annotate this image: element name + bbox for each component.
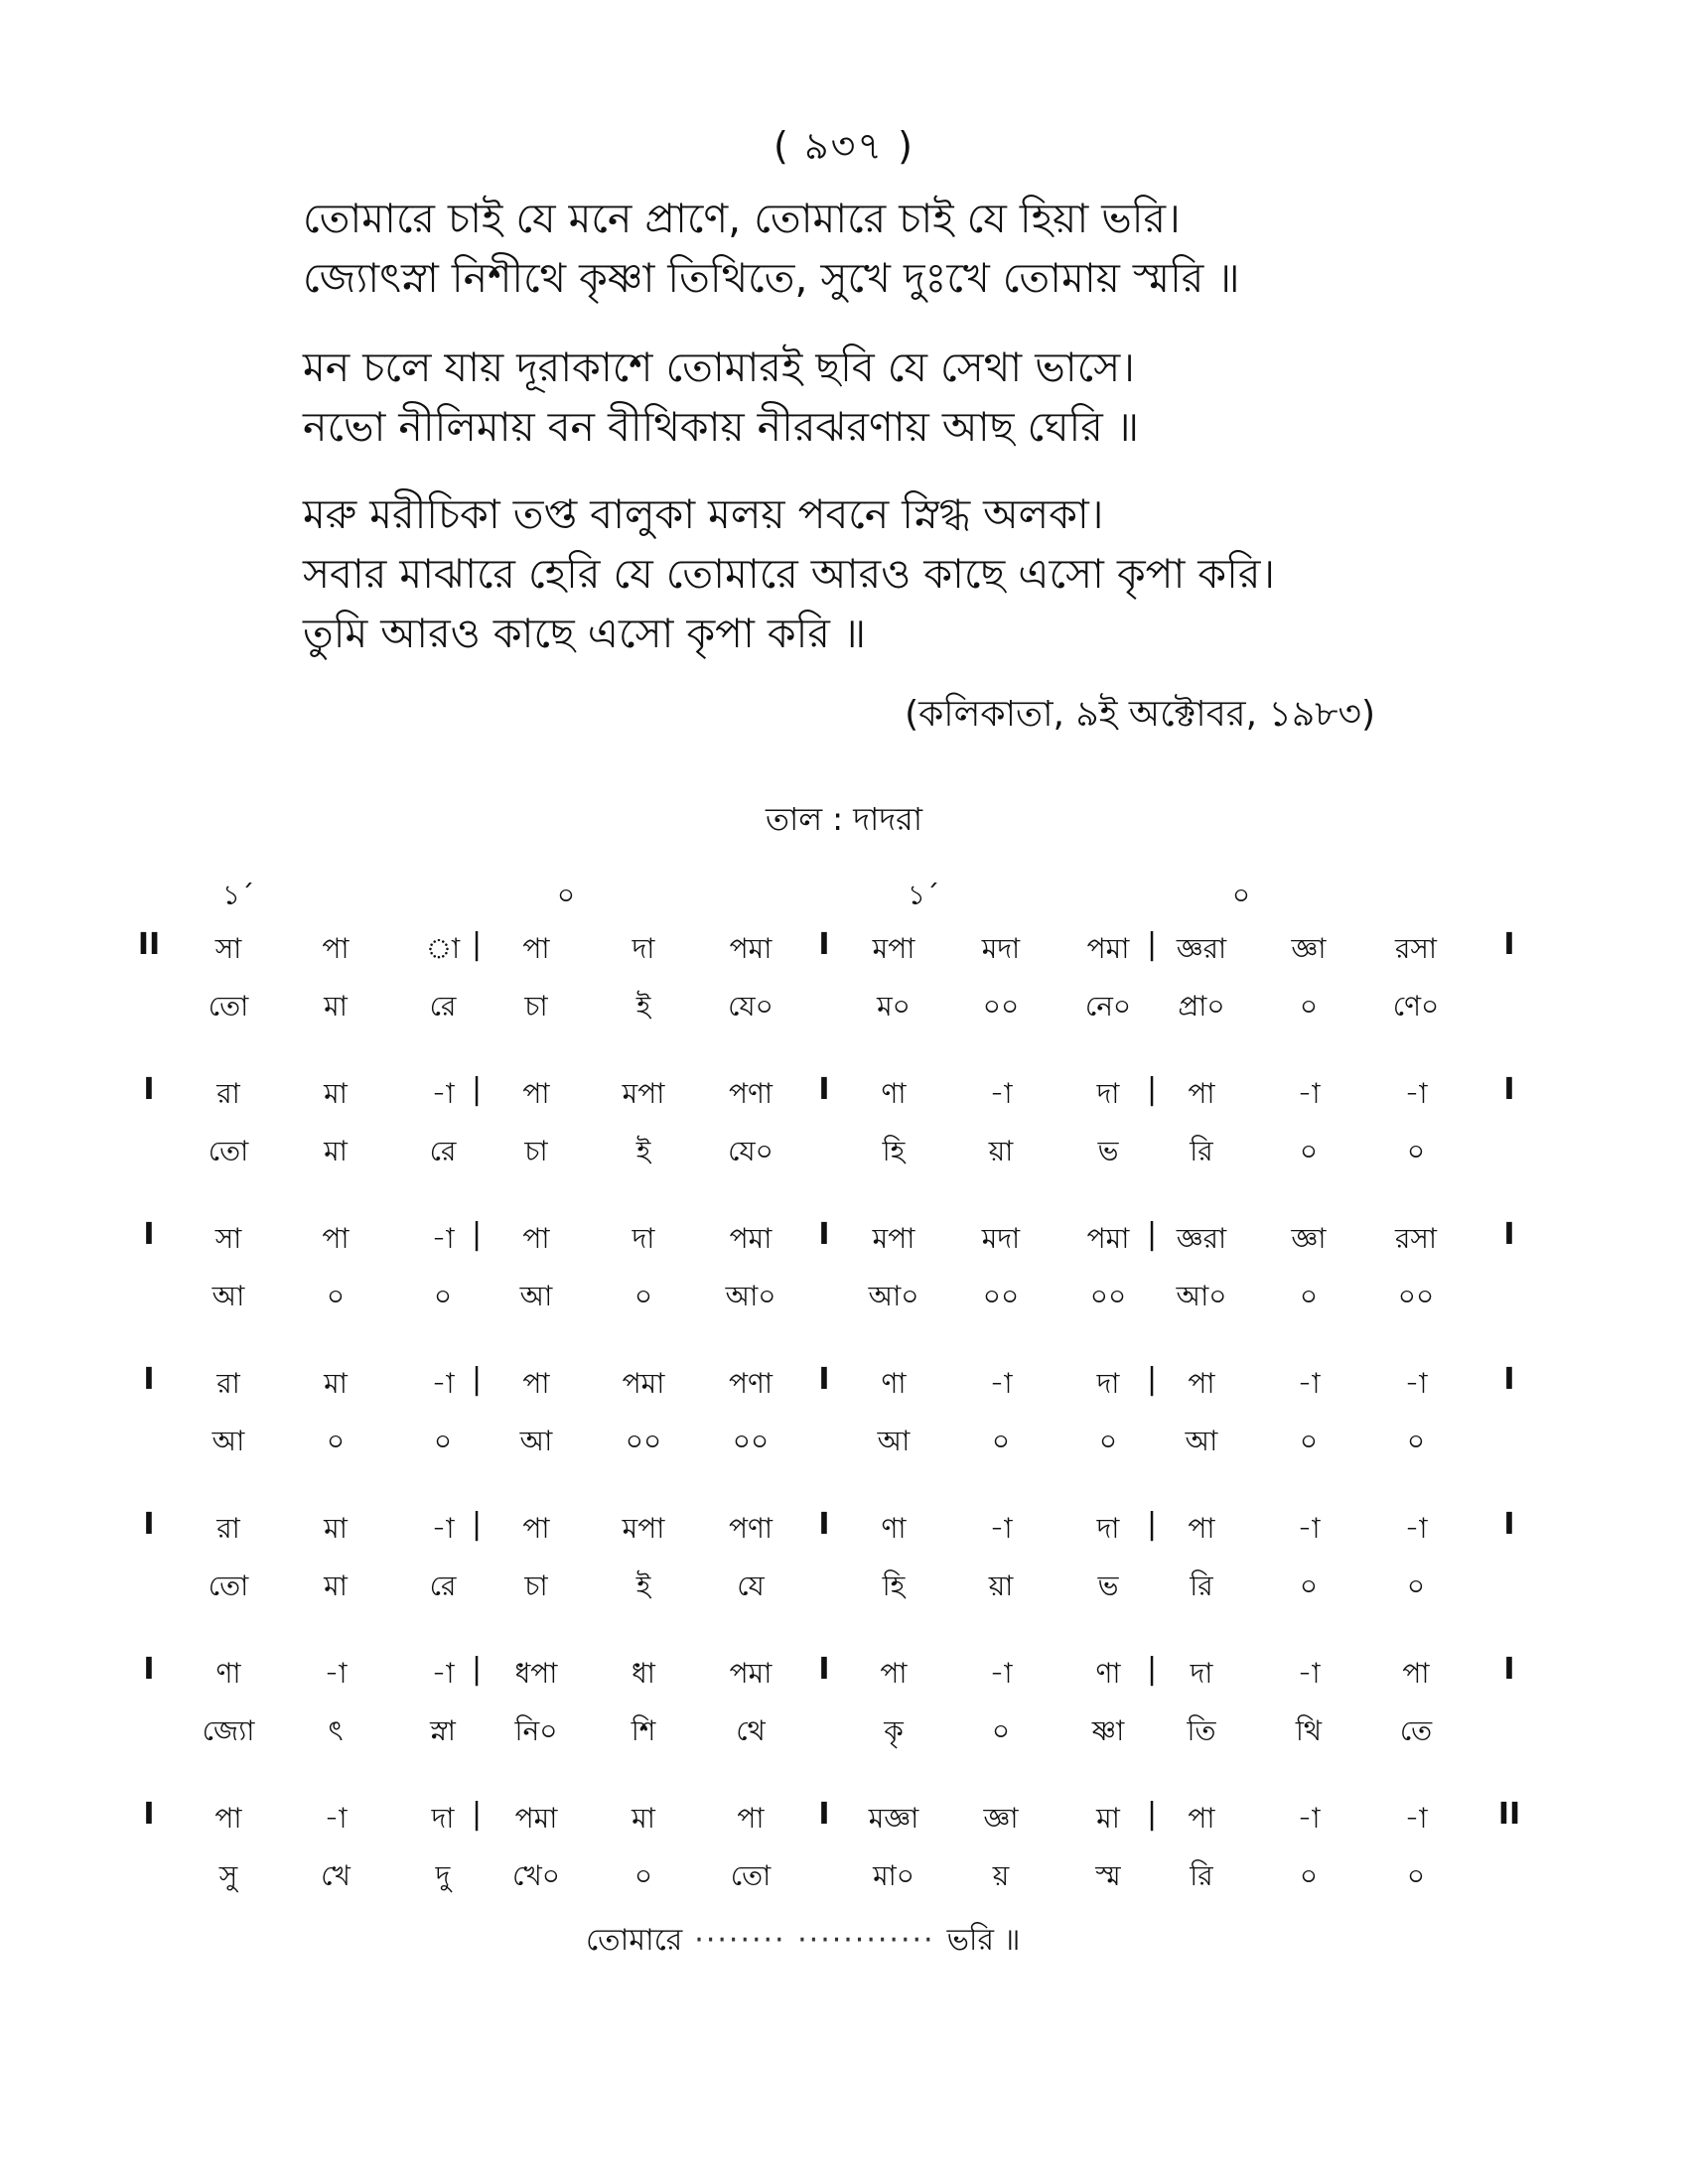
stanza-2 <box>303 338 1475 457</box>
note-cell: পা <box>1188 1367 1215 1400</box>
lyric-cell: কৃ <box>884 1714 904 1747</box>
lyric-cell: দু <box>435 1859 451 1892</box>
note-cell: -া <box>324 1802 348 1835</box>
note-cell: মা <box>324 1512 348 1545</box>
note-cell: পা <box>1188 1512 1215 1545</box>
note-cell: পা <box>322 1222 350 1255</box>
note-cell: ণা <box>215 1657 241 1690</box>
bar-line: | <box>1146 1217 1158 1252</box>
notation-block <box>137 927 1559 1042</box>
lyric-cell: তে <box>1399 1714 1433 1747</box>
note-cell: -া <box>1297 1802 1321 1835</box>
note-cell: -া <box>431 1657 455 1690</box>
bar-line: II <box>1497 1797 1521 1832</box>
beat-marks-row <box>149 874 1559 927</box>
bar-line: | <box>471 1362 483 1397</box>
note-cell: দা <box>1096 1367 1120 1400</box>
lyrics-row <box>149 1565 1559 1622</box>
bar-line: I <box>143 1217 155 1252</box>
lyric-cell: ই <box>635 990 651 1023</box>
lyric-cell: যে০ <box>728 990 774 1023</box>
note-cell: পমা <box>729 1657 773 1690</box>
lyric-cell: ষ্ণা <box>1091 1714 1125 1747</box>
bar-line: | <box>1146 1362 1158 1397</box>
lyric-cell: মা <box>324 990 348 1023</box>
lyric-cell: ০ <box>1406 1570 1426 1602</box>
note-cell: ণা <box>881 1367 907 1400</box>
bar-line: I <box>818 1507 830 1542</box>
bar-line: I <box>143 1072 155 1107</box>
lyric-cell: মা০ <box>873 1859 914 1892</box>
bar-line: I <box>1503 1652 1515 1687</box>
bar-line: I <box>818 927 830 962</box>
lyric-cell: রে <box>429 1570 457 1602</box>
dateline: (কলিকাতা, ৯ই অক্টোবর, ১৯৮৩) <box>905 694 1375 735</box>
lyric-cell: ০ <box>1299 1570 1319 1602</box>
verse-line: সবার মাঝারে হেরি যে তোমারে আরও কাছে এসো কৃপা করি। <box>303 550 1276 598</box>
lyric-cell: ০ <box>1299 990 1319 1023</box>
bar-line: | <box>1146 1652 1158 1687</box>
bar-line: | <box>471 1072 483 1107</box>
note-cell: মদা <box>981 1222 1021 1255</box>
note-cell: -া <box>431 1367 455 1400</box>
lyric-cell: য় <box>992 1859 1010 1892</box>
note-cell: ধপা <box>514 1657 558 1690</box>
bar-line: | <box>471 1507 483 1542</box>
notation-block <box>143 1507 1559 1622</box>
lyric-cell: যে <box>737 1570 765 1602</box>
lyric-cell: প্রা০ <box>1178 990 1225 1023</box>
lyric-cell: তো <box>208 990 249 1023</box>
lyric-cell: খে <box>321 1859 351 1892</box>
lyrics-row <box>149 1709 1559 1767</box>
lyric-cell: আ০ <box>1176 1280 1227 1312</box>
lyric-cell: যে০ <box>728 1135 774 1167</box>
note-cell: -া <box>989 1077 1013 1110</box>
lyric-cell: ০ <box>1406 1425 1426 1457</box>
lyric-cell: ০ <box>326 1280 346 1312</box>
lyric-cell: ০ <box>633 1859 653 1892</box>
note-cell: ণা <box>1095 1657 1121 1690</box>
note-cell: রা <box>216 1077 240 1110</box>
lyric-cell: ০ <box>326 1425 346 1457</box>
lyric-cell: ০ <box>1299 1425 1319 1457</box>
note-cell: -া <box>989 1367 1013 1400</box>
note-cell: জ্ঞা <box>1291 1222 1327 1255</box>
lyric-cell: ভ <box>1097 1135 1119 1167</box>
note-cell: পমা <box>1086 932 1130 965</box>
bar-line: II <box>137 927 161 962</box>
lyric-cell: নি০ <box>514 1714 558 1747</box>
note-cell: পণা <box>728 1512 774 1545</box>
beat-mark: ১´ <box>221 879 255 911</box>
lyric-cell: য়া <box>988 1135 1014 1167</box>
lyric-cell: ভ <box>1097 1570 1119 1602</box>
note-cell: -া <box>1297 1512 1321 1545</box>
notes-row <box>143 1217 1559 1275</box>
lyric-cell: ০ <box>433 1425 453 1457</box>
bar-line: | <box>471 927 483 962</box>
lyric-cell: আ০ <box>868 1280 919 1312</box>
note-cell: পমা <box>514 1802 558 1835</box>
note-cell: পমা <box>729 932 773 965</box>
note-cell: পমা <box>729 1222 773 1255</box>
lyric-cell: আ <box>211 1425 245 1457</box>
lyric-cell: হি <box>882 1135 906 1167</box>
note-cell: পণা <box>728 1367 774 1400</box>
note-cell: সা <box>214 1222 242 1255</box>
note-cell: -া <box>1404 1802 1428 1835</box>
lyric-cell: আ <box>211 1280 245 1312</box>
note-cell: পা <box>880 1657 908 1690</box>
lyrics-row <box>149 1130 1559 1187</box>
bar-line: | <box>1146 1797 1158 1832</box>
note-cell: ণা <box>881 1512 907 1545</box>
note-cell: পা <box>522 1077 550 1110</box>
lyric-cell: ই <box>635 1135 651 1167</box>
note-cell: মপা <box>872 1222 915 1255</box>
note-cell: রা <box>216 1512 240 1545</box>
note-cell: মদা <box>981 932 1021 965</box>
lyric-cell: ০ <box>1098 1425 1118 1457</box>
note-cell: রা <box>216 1367 240 1400</box>
notes-row <box>143 1652 1559 1709</box>
tala-heading: তাল : দাদরা <box>765 800 923 838</box>
note-cell: -া <box>989 1657 1013 1690</box>
repeat-end: ভরি ॥ <box>946 1923 1021 1958</box>
bar-line: | <box>471 1797 483 1832</box>
note-cell: পা <box>737 1802 765 1835</box>
lyric-cell: রে <box>429 1135 457 1167</box>
lyric-cell: ০ <box>991 1425 1011 1457</box>
note-cell: া <box>425 932 461 965</box>
bar-line: I <box>818 1072 830 1107</box>
lyric-cell: ০০ <box>982 1280 1020 1312</box>
bar-line: | <box>1146 1507 1158 1542</box>
lyric-cell: আ০ <box>725 1280 776 1312</box>
lyric-cell: ই <box>635 1570 651 1602</box>
bar-line: I <box>143 1507 155 1542</box>
lyric-cell: ০ <box>1406 1135 1426 1167</box>
bar-line: I <box>818 1362 830 1397</box>
lyric-cell: ০০ <box>1397 1280 1435 1312</box>
bar-line: I <box>143 1362 155 1397</box>
note-cell: পা <box>1402 1657 1430 1690</box>
lyric-cell: তো <box>208 1570 249 1602</box>
verse-line: জ্যোৎস্না নিশীথে কৃষ্ণা তিথিতে, সুখে দুঃখে তোমায় স্মরি ॥ <box>303 254 1240 302</box>
lyric-cell: শি <box>631 1714 656 1747</box>
verse-line: নভো নীলিমায় বন বীথিকায় নীরঝরণায় আছ ঘেরি ॥ <box>303 403 1140 451</box>
note-cell: পা <box>522 1367 550 1400</box>
lyric-cell: থি <box>1295 1714 1323 1747</box>
lyric-cell: ০ <box>991 1714 1011 1747</box>
note-cell: মা <box>324 1367 348 1400</box>
note-cell: -া <box>1404 1367 1428 1400</box>
notation-block <box>143 1362 1559 1477</box>
note-cell: -া <box>431 1512 455 1545</box>
note-cell: -া <box>1404 1512 1428 1545</box>
bar-line: I <box>143 1652 155 1687</box>
lyric-cell: খে০ <box>512 1859 560 1892</box>
lyric-cell: তি <box>1187 1714 1216 1747</box>
lyric-cell: আ <box>1185 1425 1218 1457</box>
lyric-cell: থে <box>736 1714 766 1747</box>
lyric-cell: ০ <box>1299 1859 1319 1892</box>
note-cell: -া <box>1297 1077 1321 1110</box>
note-cell: -া <box>431 1222 455 1255</box>
note-cell: জ্ঞা <box>1291 932 1327 965</box>
note-cell: পমা <box>622 1367 665 1400</box>
lyric-cell: মা <box>324 1570 348 1602</box>
bar-line: | <box>471 1652 483 1687</box>
lyric-cell: রি <box>1190 1570 1213 1602</box>
note-cell: জ্ঞরা <box>1176 1222 1227 1255</box>
lyric-cell: ০ <box>1406 1859 1426 1892</box>
lyric-cell: তো <box>730 1859 772 1892</box>
note-cell: ধা <box>632 1657 655 1690</box>
note-cell: পা <box>522 932 550 965</box>
lyric-cell: ম০ <box>877 990 911 1023</box>
lyric-cell: তো <box>208 1135 249 1167</box>
bar-line: | <box>1146 927 1158 962</box>
note-cell: মপা <box>622 1512 665 1545</box>
note-cell: মপা <box>622 1077 665 1110</box>
note-cell: পণা <box>728 1077 774 1110</box>
bar-line: I <box>818 1797 830 1832</box>
note-cell: পা <box>1188 1802 1215 1835</box>
stanza-1 <box>303 189 1475 308</box>
lyric-cell: আ <box>519 1280 553 1312</box>
note-cell: -া <box>431 1077 455 1110</box>
lyric-cell: ০ <box>1299 1135 1319 1167</box>
verse-line: তোমারে চাই যে মনে প্রাণে, তোমারে চাই যে হিয়া ভরি। <box>303 195 1181 242</box>
note-cell: জ্ঞা <box>983 1802 1019 1835</box>
lyric-cell: ০ <box>633 1280 653 1312</box>
lyric-cell: মা <box>324 1135 348 1167</box>
lyric-cell: চা <box>524 1135 548 1167</box>
repeat-dots: ········ ············ <box>694 1923 935 1958</box>
note-cell: মা <box>1096 1802 1120 1835</box>
bar-line: I <box>1503 1217 1515 1252</box>
note-cell: -া <box>1297 1367 1321 1400</box>
verse-line: মরু মরীচিকা তপ্ত বালুকা মলয় পবনে স্নিগ্ধ অলকা। <box>303 490 1104 538</box>
note-cell: পা <box>322 932 350 965</box>
lyric-cell: নে০ <box>1084 990 1132 1023</box>
note-cell: মজ্ঞা <box>868 1802 919 1835</box>
lyric-cell: চা <box>524 990 548 1023</box>
note-cell: দা <box>632 1222 655 1255</box>
lyrics-row <box>149 985 1559 1042</box>
beat-mark: ০ <box>1231 879 1251 911</box>
bar-line: I <box>1503 927 1515 962</box>
lyric-cell: সু <box>218 1859 238 1892</box>
bar-line: I <box>143 1797 155 1832</box>
lyric-cell: ণে০ <box>1392 990 1440 1023</box>
bar-line: I <box>1503 1362 1515 1397</box>
note-cell: -া <box>989 1512 1013 1545</box>
note-cell: দা <box>1190 1657 1213 1690</box>
bar-line: I <box>1503 1507 1515 1542</box>
lyric-cell: রে <box>429 990 457 1023</box>
repeat-instruction <box>586 1916 1021 1967</box>
lyric-cell: ০ <box>433 1280 453 1312</box>
note-cell: মা <box>632 1802 655 1835</box>
stanza-3 <box>303 484 1475 663</box>
lyric-cell: য়া <box>988 1570 1014 1602</box>
lyric-cell: রি <box>1190 1135 1213 1167</box>
note-cell: পা <box>522 1222 550 1255</box>
lyric-cell: স্ম <box>1095 1859 1121 1892</box>
note-cell: মপা <box>872 932 915 965</box>
note-cell: রসা <box>1394 932 1438 965</box>
notation-block <box>143 1797 1559 1912</box>
note-cell: রসা <box>1394 1222 1438 1255</box>
swaralipi-notation <box>137 874 1559 1942</box>
notes-row <box>137 927 1559 985</box>
notes-row <box>143 1072 1559 1130</box>
verse-line: মন চলে যায় দূরাকাশে তোমারই ছবি যে সেথা ভাসে। <box>303 343 1135 391</box>
lyric-cell: আ <box>877 1425 911 1457</box>
beat-mark: ১´ <box>907 879 940 911</box>
note-cell: মা <box>324 1077 348 1110</box>
lyric-cell: চা <box>524 1570 548 1602</box>
repeat-start: তোমারে <box>586 1923 683 1958</box>
note-cell: পা <box>1188 1077 1215 1110</box>
note-cell: দা <box>1096 1077 1120 1110</box>
lyric-cell: ০ <box>1299 1280 1319 1312</box>
bar-line: I <box>818 1652 830 1687</box>
notes-row <box>143 1362 1559 1420</box>
lyric-cell: ০০ <box>982 990 1020 1023</box>
notes-row <box>143 1507 1559 1565</box>
lyric-cell: আ <box>519 1425 553 1457</box>
note-cell: দা <box>632 932 655 965</box>
note-cell: পমা <box>1086 1222 1130 1255</box>
lyric-cell: ০০ <box>625 1425 662 1457</box>
bar-line: I <box>818 1217 830 1252</box>
bar-line: | <box>1146 1072 1158 1107</box>
note-cell: পা <box>522 1512 550 1545</box>
lyric-cell: জ্যো <box>202 1714 255 1747</box>
note-cell: -া <box>324 1657 348 1690</box>
note-cell: -া <box>1404 1077 1428 1110</box>
page-number: ( ৯৩৭ ) <box>774 124 914 168</box>
lyric-cell: ৎ <box>328 1714 344 1747</box>
lyric-cell: ০০ <box>732 1425 770 1457</box>
lyric-cell: হি <box>882 1570 906 1602</box>
beat-mark: ০ <box>556 879 576 911</box>
note-cell: ণা <box>881 1077 907 1110</box>
notes-row <box>143 1797 1559 1854</box>
note-cell: -া <box>1297 1657 1321 1690</box>
notation-block <box>143 1217 1559 1332</box>
lyric-cell: ০০ <box>1089 1280 1127 1312</box>
lyrics-row <box>149 1420 1559 1477</box>
notation-block <box>143 1072 1559 1187</box>
lyric-cell: স্না <box>430 1714 456 1747</box>
bar-line: | <box>471 1217 483 1252</box>
bar-line: I <box>1503 1072 1515 1107</box>
note-cell: জ্ঞরা <box>1176 932 1227 965</box>
note-cell: দা <box>1096 1512 1120 1545</box>
lyrics-row <box>149 1275 1559 1332</box>
notation-block <box>143 1652 1559 1767</box>
note-cell: পা <box>214 1802 242 1835</box>
note-cell: দা <box>431 1802 455 1835</box>
lyrics-row <box>149 1854 1559 1912</box>
lyric-cell: রি <box>1190 1859 1213 1892</box>
verse-line: তুমি আরও কাছে এসো কৃপা করি ॥ <box>303 610 867 657</box>
note-cell: সা <box>214 932 242 965</box>
